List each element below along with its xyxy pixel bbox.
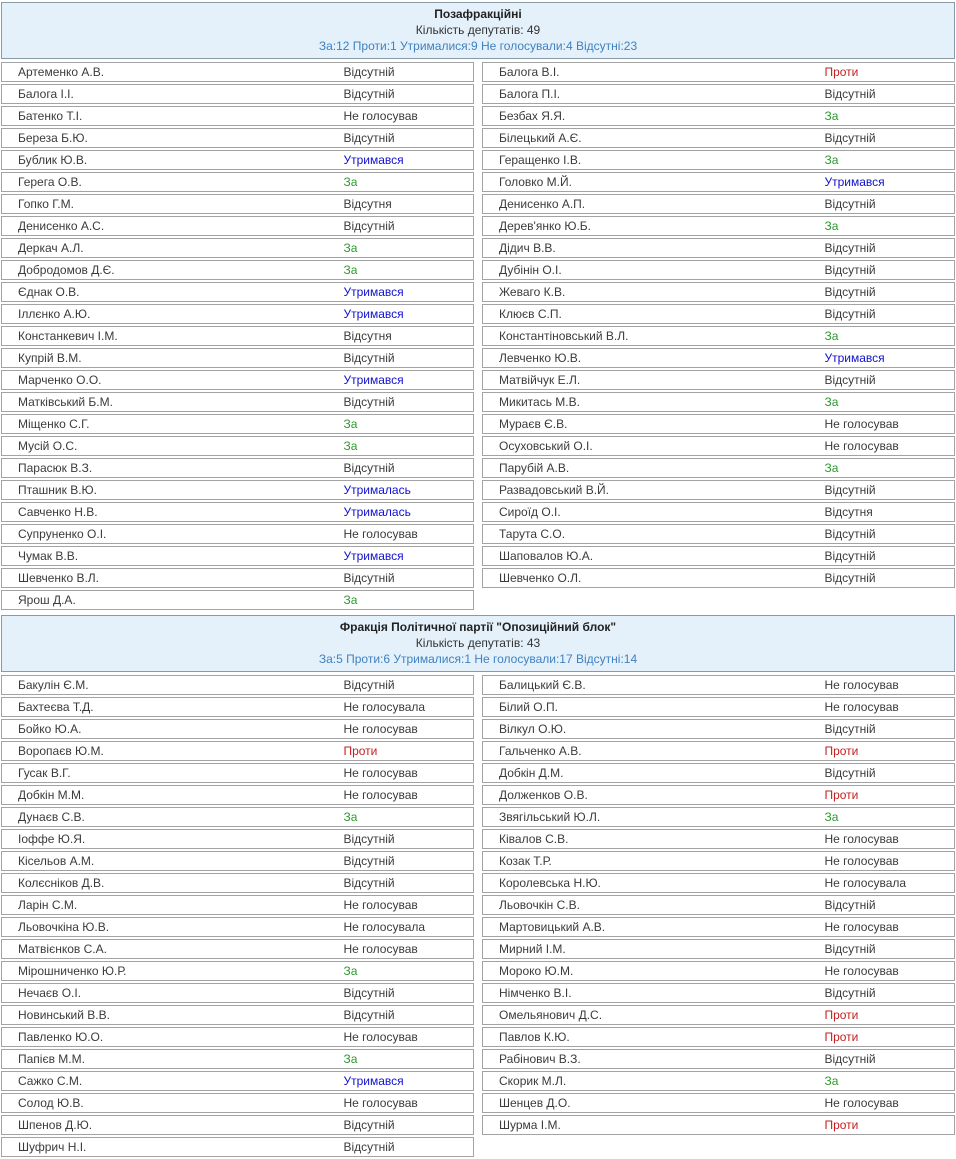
vote-status: Проти	[824, 1118, 859, 1132]
deputy-name: Осуховський О.І.	[499, 439, 593, 453]
vote-status: За	[824, 1074, 839, 1088]
vote-status: Відсутній	[824, 986, 876, 1000]
table-row	[482, 1115, 955, 1135]
vote-status: Відсутній	[343, 219, 395, 233]
table-row	[1, 62, 474, 82]
deputy-name: Новинський В.В.	[18, 1008, 110, 1022]
vote-status: Відсутній	[343, 832, 395, 846]
deputy-name: Дерев'янко Ю.Б.	[499, 219, 591, 233]
deputy-name: Ярош Д.А.	[18, 593, 76, 607]
table-row	[482, 370, 955, 390]
vote-status: Відсутній	[343, 131, 395, 145]
deputy-name: Клюєв С.П.	[499, 307, 562, 321]
vote-status: Відсутній	[824, 722, 876, 736]
vote-status: Відсутній	[824, 483, 876, 497]
table-row	[1, 895, 474, 915]
deputy-name: Шевченко О.Л.	[499, 571, 582, 585]
table-row	[1, 1093, 474, 1113]
table-row	[482, 568, 955, 588]
vote-summary-link[interactable]: За:12 Проти:1 Утрималися:9 Не голосували:4 Відсутні:23	[318, 39, 638, 53]
vote-status: Утримався	[343, 373, 404, 387]
deputy-name: Мірошниченко Ю.Р.	[18, 964, 127, 978]
deputy-name: Сироїд О.І.	[499, 505, 561, 519]
vote-status: Не голосував	[343, 766, 418, 780]
deputy-name: Дубінін О.І.	[499, 263, 562, 277]
table-row	[1, 697, 474, 717]
table-row	[1, 983, 474, 1003]
deputy-name: Мирний І.М.	[499, 942, 566, 956]
vote-status: Відсутній	[343, 986, 395, 1000]
vote-status: Не голосував	[343, 1096, 418, 1110]
deputy-name: Шурма І.М.	[499, 1118, 561, 1132]
vote-status: Утримався	[343, 1074, 404, 1088]
deputy-name: Константіновський В.Л.	[499, 329, 629, 343]
deputy-name: Добкін Д.М.	[499, 766, 564, 780]
deputy-name: Балога В.І.	[499, 65, 560, 79]
vote-status: Відсутній	[343, 395, 395, 409]
vote-status: Відсутній	[343, 87, 395, 101]
deputy-name: Павлов К.Ю.	[499, 1030, 570, 1044]
vote-status: Не голосував	[343, 527, 418, 541]
vote-status: Відсутній	[824, 1052, 876, 1066]
deputy-name: Шпенов Д.Ю.	[18, 1118, 93, 1132]
vote-status: Відсутній	[343, 1118, 395, 1132]
vote-status: Відсутній	[343, 854, 395, 868]
deputy-name: Констанкевич І.М.	[18, 329, 118, 343]
deputy-name: Ківалов С.В.	[499, 832, 569, 846]
vote-status: Утримався	[343, 307, 404, 321]
vote-status: Відсутній	[343, 351, 395, 365]
table-row	[482, 1093, 955, 1113]
vote-status: Відсутній	[824, 285, 876, 299]
deputy-name: Парасюк В.З.	[18, 461, 93, 475]
deputy-name: Денисенко А.П.	[499, 197, 586, 211]
vote-status: За	[824, 461, 839, 475]
vote-status: Утримався	[824, 351, 885, 365]
vote-status: Відсутня	[824, 505, 873, 519]
table-row	[1, 829, 474, 849]
deputy-name: Супруненко О.І.	[18, 527, 107, 541]
table-row	[482, 392, 955, 412]
vote-status: Відсутній	[824, 942, 876, 956]
vote-status: За	[343, 417, 358, 431]
table-row	[482, 829, 955, 849]
table-row	[1, 260, 474, 280]
table-row	[482, 216, 955, 236]
deputy-name: Микитась М.В.	[499, 395, 580, 409]
table-row	[482, 458, 955, 478]
table-row	[1, 590, 474, 610]
deputy-name: Дунаєв С.В.	[18, 810, 85, 824]
deputy-name: Савченко Н.В.	[18, 505, 98, 519]
vote-status: За	[343, 439, 358, 453]
deputy-name: Мусій О.С.	[18, 439, 78, 453]
deputy-name: Развадовський В.Й.	[499, 483, 610, 497]
table-row	[482, 807, 955, 827]
table-row	[1, 106, 474, 126]
deputy-name: Сажко С.М.	[18, 1074, 83, 1088]
vote-status: Відсутній	[343, 678, 395, 692]
table-row	[1, 741, 474, 761]
section-header	[1, 615, 955, 672]
table-row	[482, 150, 955, 170]
deputy-name: Парубій А.В.	[499, 461, 570, 475]
table-row	[1, 348, 474, 368]
table-row	[1, 392, 474, 412]
table-row	[482, 1071, 955, 1091]
table-row	[482, 697, 955, 717]
deputy-name: Безбах Я.Я.	[499, 109, 566, 123]
table-row	[1, 1115, 474, 1135]
vote-status: Відсутня	[343, 197, 392, 211]
table-row	[1, 238, 474, 258]
deputy-name: Деркач А.Л.	[18, 241, 84, 255]
deputy-name: Тарута С.О.	[499, 527, 566, 541]
table-row	[482, 414, 955, 434]
table-row	[1, 568, 474, 588]
vote-status: Проти	[824, 788, 859, 802]
deputy-name: Білецький А.Є.	[499, 131, 582, 145]
deputy-name: Білий О.П.	[499, 700, 558, 714]
vote-status: Не голосував	[343, 109, 418, 123]
deputy-name: Гусак В.Г.	[18, 766, 71, 780]
deputy-name: Омельянович Д.С.	[499, 1008, 603, 1022]
vote-status: Відсутній	[824, 241, 876, 255]
section-opposition-bloc	[0, 615, 956, 1159]
table-row	[1, 216, 474, 236]
table-row	[1, 282, 474, 302]
vote-status: Утримався	[343, 153, 404, 167]
deputy-name: Іоффе Ю.Я.	[18, 832, 86, 846]
deputy-name: Гальченко А.В.	[499, 744, 582, 758]
deputy-name: Балога І.І.	[18, 87, 74, 101]
table-row	[1, 436, 474, 456]
deputy-name: Павленко Ю.О.	[18, 1030, 104, 1044]
table-row	[482, 348, 955, 368]
deputy-name: Воропаєв Ю.М.	[18, 744, 104, 758]
vote-status: Відсутній	[343, 876, 395, 890]
table-row	[1, 939, 474, 959]
table-row	[1, 675, 474, 695]
deputy-name: Скорик М.Л.	[499, 1074, 567, 1088]
vote-status: За	[824, 153, 839, 167]
table-row	[1, 128, 474, 148]
deputy-name: Бакулін Є.М.	[18, 678, 89, 692]
table-row	[1, 1005, 474, 1025]
table-row	[482, 62, 955, 82]
vote-status: Утрималась	[343, 505, 411, 519]
deputy-name: Рабінович В.З.	[499, 1052, 581, 1066]
deputy-name: Геращенко І.В.	[499, 153, 582, 167]
vote-status: Не голосував	[824, 700, 899, 714]
deputy-name: Матвієнков С.А.	[18, 942, 107, 956]
table-row	[482, 106, 955, 126]
table-row	[482, 194, 955, 214]
deputies-column-left	[1, 675, 474, 1159]
table-row	[482, 304, 955, 324]
table-row	[1, 719, 474, 739]
vote-status: Відсутній	[824, 571, 876, 585]
vote-status: Проти	[824, 1008, 859, 1022]
deputy-name: Міщенко С.Г.	[18, 417, 90, 431]
table-row	[1, 370, 474, 390]
table-row	[482, 675, 955, 695]
table-row	[482, 719, 955, 739]
deputy-name: Кісельов А.М.	[18, 854, 95, 868]
vote-status: За	[343, 263, 358, 277]
deputy-name: Батенко Т.І.	[18, 109, 83, 123]
vote-status: Утримався	[343, 285, 404, 299]
deputies-column-right	[482, 675, 955, 1137]
deputy-name: Вілкул О.Ю.	[499, 722, 567, 736]
table-row	[1, 480, 474, 500]
vote-status: Відсутній	[824, 527, 876, 541]
table-row	[482, 961, 955, 981]
vote-status: Утрималась	[343, 483, 411, 497]
table-row	[482, 1049, 955, 1069]
vote-status: За	[343, 175, 358, 189]
deputy-name: Єднак О.В.	[18, 285, 80, 299]
deputy-name: Шенцев Д.О.	[499, 1096, 571, 1110]
deputy-name: Чумак В.В.	[18, 549, 79, 563]
deputies-table	[0, 675, 956, 1159]
vote-status: Відсутній	[343, 65, 395, 79]
vote-status: За	[824, 109, 839, 123]
table-row	[482, 785, 955, 805]
section-nonaffiliated	[0, 2, 956, 612]
deputy-name: Долженков О.В.	[499, 788, 588, 802]
vote-status: Не голосував	[824, 439, 899, 453]
deputy-name: Герега О.В.	[18, 175, 82, 189]
table-row	[1, 1137, 474, 1157]
vote-status: Відсутній	[343, 571, 395, 585]
vote-status: Не голосував	[343, 898, 418, 912]
deputy-name: Головко М.Й.	[499, 175, 572, 189]
vote-status: Не голосував	[824, 854, 899, 868]
vote-status: Не голосував	[824, 964, 899, 978]
table-row	[1, 917, 474, 937]
vote-status: Відсутній	[824, 87, 876, 101]
deputies-column-left	[1, 62, 474, 612]
table-row	[482, 282, 955, 302]
vote-status: Не голосував	[343, 722, 418, 736]
deputy-name: Ларін С.М.	[18, 898, 78, 912]
deputy-name: Льовочкіна Ю.В.	[18, 920, 110, 934]
section-header	[1, 2, 955, 59]
deputy-name: Бойко Ю.А.	[18, 722, 82, 736]
vote-status: Відсутній	[824, 263, 876, 277]
deputy-name: Солод Ю.В.	[18, 1096, 84, 1110]
deputy-name: Матківський Б.М.	[18, 395, 113, 409]
deputy-name: Матвійчук Е.Л.	[499, 373, 581, 387]
table-row	[482, 917, 955, 937]
table-row	[1, 458, 474, 478]
deputy-name: Козак Т.Р.	[499, 854, 552, 868]
table-row	[482, 763, 955, 783]
table-row	[1, 172, 474, 192]
vote-status: За	[343, 241, 358, 255]
deputy-name: Шевченко В.Л.	[18, 571, 99, 585]
table-row	[482, 480, 955, 500]
deputy-name: Жеваго К.В.	[499, 285, 566, 299]
vote-status: Відсутній	[824, 307, 876, 321]
table-row	[1, 763, 474, 783]
table-row	[482, 326, 955, 346]
vote-status: Не голосувала	[343, 920, 426, 934]
vote-status: Відсутній	[824, 131, 876, 145]
deputy-name: Балога П.І.	[499, 87, 561, 101]
deputy-name: Балицький Є.В.	[499, 678, 586, 692]
vote-status: Не голосував	[343, 942, 418, 956]
vote-summary-link[interactable]: За:5 Проти:6 Утрималися:1 Не голосували:17 Відсутні:14	[318, 652, 638, 666]
section-title: Позафракційні	[434, 7, 522, 21]
vote-status: Відсутній	[824, 766, 876, 780]
table-row	[482, 84, 955, 104]
deputy-name: Бахтеєва Т.Д.	[18, 700, 94, 714]
deputy-name: Королевська Н.Ю.	[499, 876, 601, 890]
vote-status: Проти	[824, 1030, 859, 1044]
deputy-count: Кількість депутатів: 49	[415, 23, 541, 37]
vote-status: Відсутній	[343, 461, 395, 475]
table-row	[1, 807, 474, 827]
vote-status: За	[824, 219, 839, 233]
deputy-name: Колєсніков Д.В.	[18, 876, 105, 890]
table-row	[1, 304, 474, 324]
table-row	[1, 961, 474, 981]
deputy-name: Шаповалов Ю.А.	[499, 549, 594, 563]
table-row	[1, 546, 474, 566]
vote-status: Проти	[343, 744, 378, 758]
vote-status: Не голосувала	[343, 700, 426, 714]
table-row	[482, 260, 955, 280]
table-row	[1, 1049, 474, 1069]
deputy-name: Папієв М.М.	[18, 1052, 85, 1066]
vote-status: Утримався	[824, 175, 885, 189]
vote-status: Не голосував	[343, 788, 418, 802]
table-row	[482, 983, 955, 1003]
table-row	[482, 1005, 955, 1025]
deputy-name: Нечаєв О.І.	[18, 986, 82, 1000]
vote-status: За	[343, 1052, 358, 1066]
deputies-column-right	[482, 62, 955, 590]
deputy-name: Береза Б.Ю.	[18, 131, 88, 145]
table-row	[482, 238, 955, 258]
deputy-name: Добкін М.М.	[18, 788, 85, 802]
table-row	[482, 502, 955, 522]
vote-status: Відсутній	[824, 197, 876, 211]
table-row	[482, 128, 955, 148]
section-title: Фракція Політичної партії "Опозиційний блок"	[339, 620, 617, 634]
table-row	[482, 851, 955, 871]
table-row	[1, 326, 474, 346]
table-row	[1, 524, 474, 544]
table-row	[482, 436, 955, 456]
vote-status: Відсутня	[343, 329, 392, 343]
deputy-name: Мартовицький А.В.	[499, 920, 606, 934]
deputy-name: Мороко Ю.М.	[499, 964, 574, 978]
deputy-name: Купрій В.М.	[18, 351, 82, 365]
table-row	[1, 851, 474, 871]
vote-status: Не голосував	[824, 678, 899, 692]
vote-status: За	[343, 810, 358, 824]
table-row	[1, 873, 474, 893]
table-row	[1, 1071, 474, 1091]
table-row	[1, 84, 474, 104]
table-row	[482, 546, 955, 566]
vote-status: Не голосував	[824, 920, 899, 934]
vote-status: За	[824, 395, 839, 409]
table-row	[1, 414, 474, 434]
vote-status: Відсутній	[343, 1008, 395, 1022]
deputy-name: Пташник В.Ю.	[18, 483, 97, 497]
table-row	[1, 150, 474, 170]
table-row	[482, 741, 955, 761]
vote-status: Не голосувала	[824, 876, 907, 890]
deputies-table	[0, 62, 956, 612]
deputy-count: Кількість депутатів: 43	[415, 636, 541, 650]
vote-status: Відсутній	[824, 549, 876, 563]
vote-status: Не голосував	[824, 832, 899, 846]
deputy-name: Добродомов Д.Є.	[18, 263, 115, 277]
vote-status: Не голосував	[824, 1096, 899, 1110]
vote-status: Не голосував	[343, 1030, 418, 1044]
deputy-name: Левченко Ю.В.	[499, 351, 582, 365]
table-row	[482, 172, 955, 192]
table-row	[1, 785, 474, 805]
deputy-name: Марченко О.О.	[18, 373, 102, 387]
vote-status: За	[824, 329, 839, 343]
deputy-name: Артеменко А.В.	[18, 65, 105, 79]
table-row	[482, 895, 955, 915]
table-row	[1, 502, 474, 522]
table-row	[482, 1027, 955, 1047]
deputy-name: Мураєв Є.В.	[499, 417, 568, 431]
deputy-name: Гопко Г.М.	[18, 197, 74, 211]
vote-status: Не голосував	[824, 417, 899, 431]
deputy-name: Денисенко А.С.	[18, 219, 105, 233]
table-row	[1, 1027, 474, 1047]
deputy-name: Бублик Ю.В.	[18, 153, 88, 167]
vote-status: Проти	[824, 744, 859, 758]
table-row	[1, 194, 474, 214]
vote-status: За	[343, 964, 358, 978]
table-row	[482, 524, 955, 544]
deputy-name: Звягільський Ю.Л.	[499, 810, 601, 824]
deputy-name: Дідич В.В.	[499, 241, 556, 255]
deputy-name: Німченко В.І.	[499, 986, 572, 1000]
table-row	[482, 939, 955, 959]
deputy-name: Шуфрич Н.І.	[18, 1140, 87, 1154]
deputy-name: Льовочкін С.В.	[499, 898, 580, 912]
vote-status: За	[824, 810, 839, 824]
vote-status: Відсутній	[343, 1140, 395, 1154]
vote-status: За	[343, 593, 358, 607]
vote-status: Утримався	[343, 549, 404, 563]
deputy-name: Іллєнко А.Ю.	[18, 307, 91, 321]
vote-status: Проти	[824, 65, 859, 79]
table-row	[482, 873, 955, 893]
vote-status: Відсутній	[824, 373, 876, 387]
vote-status: Відсутній	[824, 898, 876, 912]
